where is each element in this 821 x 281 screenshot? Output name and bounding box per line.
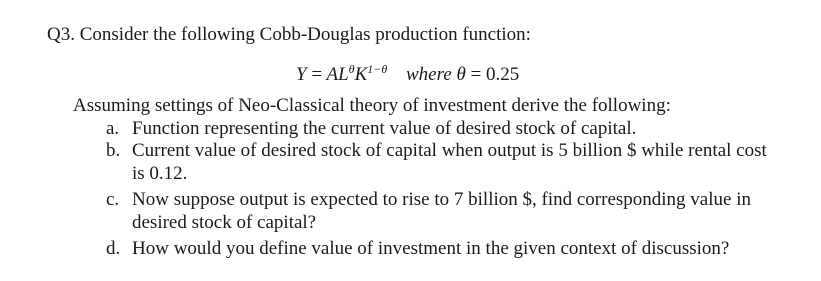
equation-lhs: Y <box>296 64 307 85</box>
question-title: Q3. Consider the following Cobb-Douglas production function: <box>47 24 531 45</box>
item-b-marker: b. <box>106 140 121 161</box>
item-b-text-line-2: is 0.12. <box>132 163 188 184</box>
item-c-text-line-2: desired stock of capital? <box>132 212 317 233</box>
item-c-marker: c. <box>106 189 120 210</box>
equation-equals: = <box>311 64 323 85</box>
equation-where: where <box>406 64 452 85</box>
production-function-equation <box>296 64 519 86</box>
item-c-text-line-1: Now suppose output is expected to rise to 7 billion $, find corresponding value in <box>132 189 751 210</box>
equation-k: K <box>354 64 368 85</box>
question-intro: Assuming settings of Neo-Classical theory of investment derive the following: <box>73 95 671 116</box>
equation-theta-value: = 0.25 <box>470 64 520 85</box>
equation-exponent-k: 1−θ <box>367 62 388 76</box>
item-b-text-line-1: Current value of desired stock of capital when output is 5 billion $ while rental cost <box>132 140 767 161</box>
item-a-marker: a. <box>106 118 120 139</box>
item-d-marker: d. <box>106 238 121 259</box>
equation-theta: θ <box>456 64 466 85</box>
equation-al: AL <box>326 64 349 85</box>
equation-exponent-l: θ <box>348 62 355 76</box>
item-d-text: How would you define value of investment in the given context of discussion? <box>132 238 730 259</box>
item-a-text: Function representing the current value of desired stock of capital. <box>132 118 637 139</box>
